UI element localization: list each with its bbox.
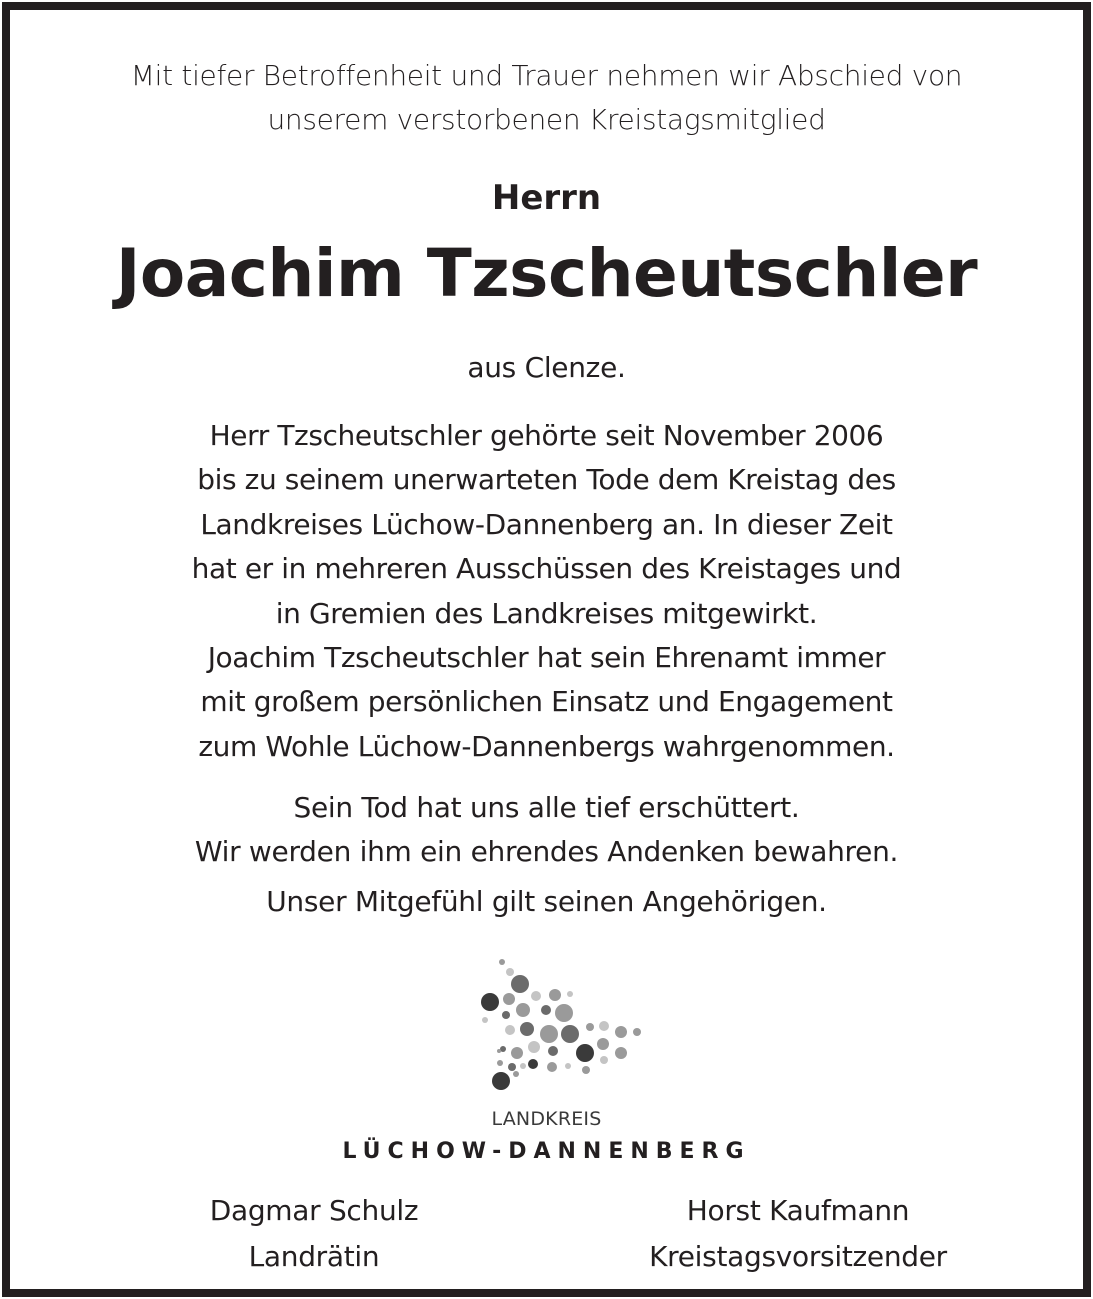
origin-text: aus Clenze. [467, 351, 626, 384]
tribute-line: bis zu seinem unerwarteten Tode dem Kreistag des [197, 463, 896, 497]
signatory-left [104, 1188, 524, 1280]
tribute-line: Herr Tzscheutschler gehörte seit November 2006 [209, 419, 884, 452]
signatory-right [588, 1188, 1008, 1280]
intro-line-2: unserem verstorbenen Kreistagsmitglied [267, 103, 826, 136]
signatory-name: Dagmar Schulz [209, 1194, 419, 1227]
signatory-title: Kreistagsvorsitzender [649, 1240, 947, 1273]
logo-label-small: LANDKREIS [491, 1108, 602, 1130]
signatory-name: Horst Kaufmann [686, 1194, 910, 1227]
deceased-name: Joachim Tzscheutschler [115, 235, 978, 312]
tribute-line: hat er in mehreren Ausschüssen des Kreistages und [191, 552, 902, 586]
signatory-title: Landrätin [248, 1240, 380, 1273]
tribute-line: in Gremien des Landkreises mitgewirkt. [275, 596, 818, 630]
closing-text [10, 786, 1083, 874]
closing-line-1: Sein Tod hat uns alle tief erschüttert. [293, 791, 800, 824]
tribute-body [10, 414, 1083, 769]
intro-text [10, 54, 1083, 142]
sympathy-text: Unser Mitgefühl gilt seinen Angehörigen. [266, 885, 827, 918]
tribute-line: Landkreises Lüchow-Dannenberg an. In dieser Zeit [200, 507, 893, 541]
district-logo-icon [476, 956, 646, 1094]
tribute-line: mit großem persönlichen Einsatz und Engagement [200, 685, 893, 719]
tribute-line: zum Wohle Lüchow-Dannenbergs wahrgenommen. [198, 729, 895, 763]
obituary-notice [2, 2, 1091, 1297]
tribute-line: Joachim Tzscheutschler hat sein Ehrenamt immer [207, 641, 886, 675]
closing-line-2: Wir werden ihm ein ehrendes Andenken bewahren. [194, 835, 899, 868]
salutation: Herrn [491, 178, 602, 218]
logo-label-big: LÜCHOW-DANNENBERG [342, 1139, 751, 1164]
intro-line-1: Mit tiefer Betroffenheit und Trauer nehmen wir Abschied von [130, 59, 963, 92]
